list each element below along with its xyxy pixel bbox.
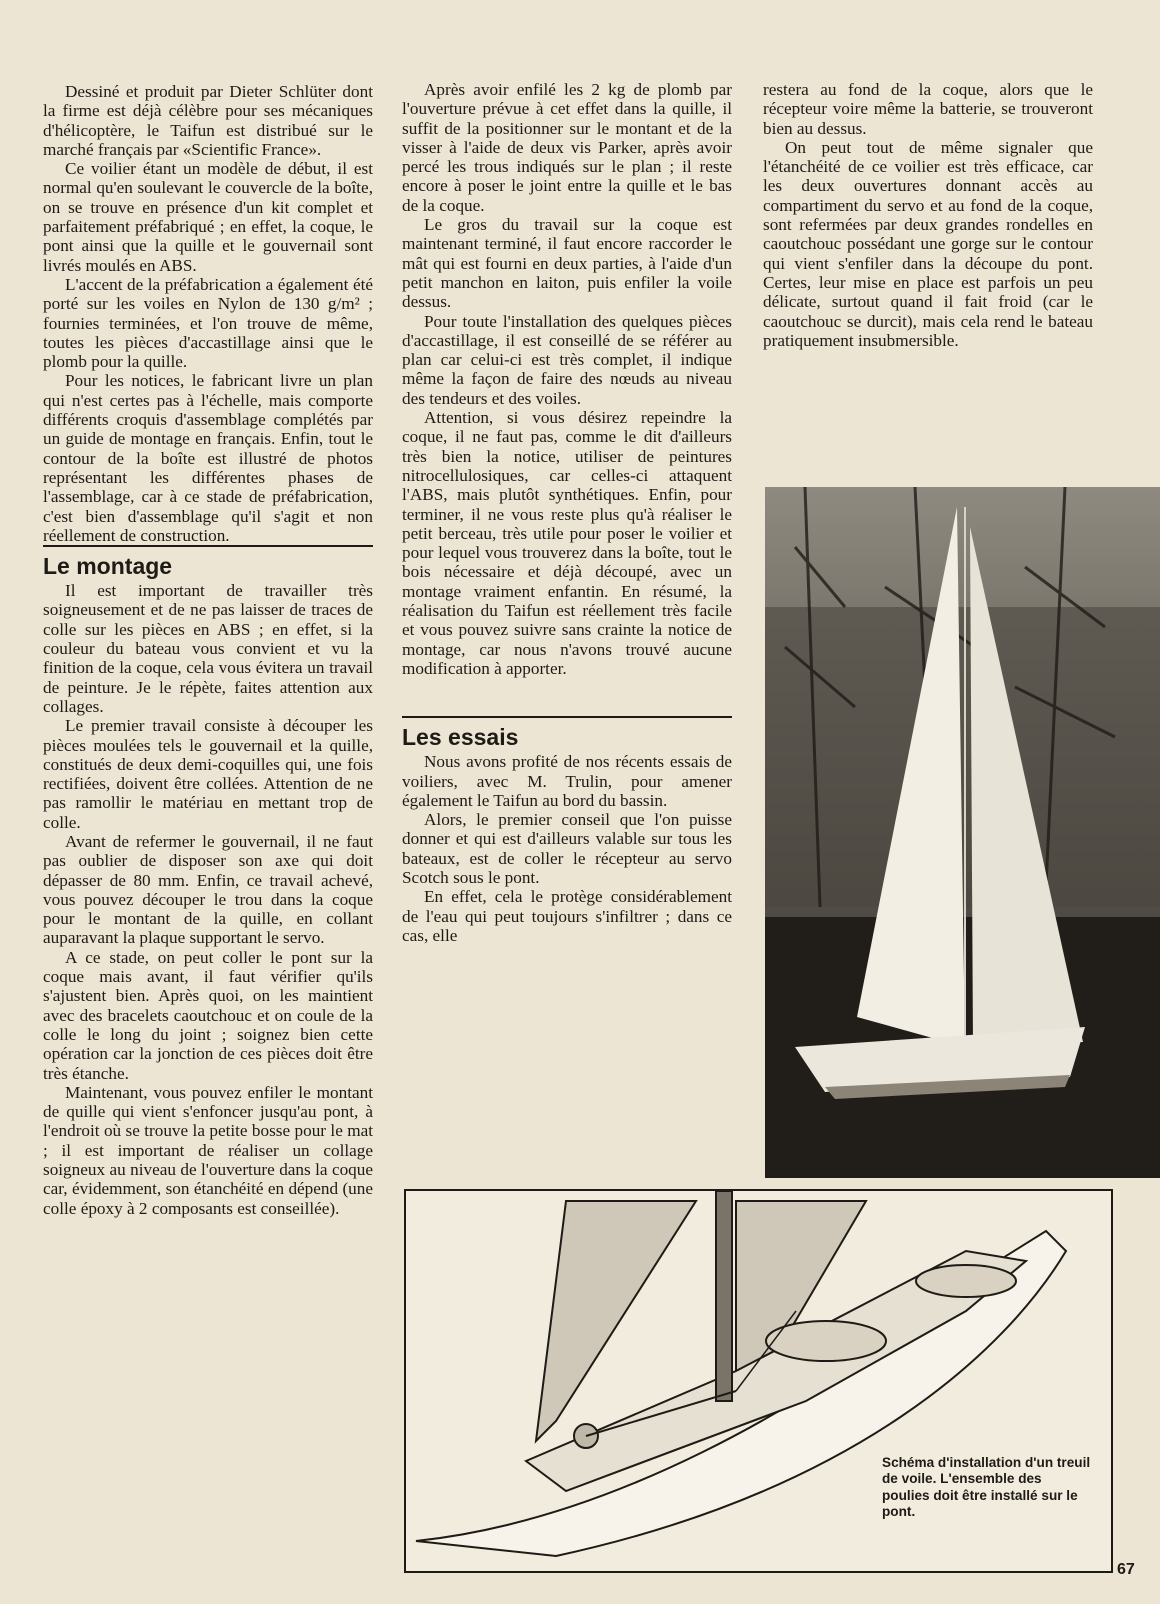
paragraph: Attention, si vous désirez repeindre la coque, il ne faut pas, comme le dit d'ailleurs très bien la notice, utiliser de peintures nitrocellulosiques, car celles-ci attaquent l'ABS, mais plutôt synthétiques. Enfin, pour terminer, il ne vous reste plus qu'à réaliser le petit berceau, très utile pour poser le voilier et pour lequel vous trouverez dans la boîte, tout le bois nécessaire et déjà découpé, avec un montage vraiment enfantin. En résumé, la réalisation du Taifun est réellement très facile et vous pouvez suivre sans crainte la notice de montage, car nous n'avons trouvé aucune modification à apporter. — [402, 408, 732, 678]
sailboat-photo-drawing — [765, 487, 1160, 1178]
winch-installation-diagram — [404, 1189, 1113, 1573]
article-column-1 — [43, 82, 373, 1218]
article-column-2 — [402, 80, 732, 945]
paragraph: On peut tout de même signaler que l'étanchéité de ce voilier est très efficace, car les deux ouvertures donnant accès au compartiment du servo et au fond de la coque, sont refermées par deux grandes rondelles en caoutchouc possédant une gorge sur le contour qui vient s'enfiler dans la découpe du pont. Certes, leur mise en place est parfois un peu délicate, surtout quand il fait froid (car le caoutchouc se durcit), mais cela rend le bateau pratiquement insubmersible. — [763, 137, 1093, 350]
article-column-3 — [763, 80, 1093, 350]
paragraph-continued: restera au fond de la coque, alors que le récepteur voire même la batterie, se trouveront bien au dessus. — [763, 80, 1093, 138]
paragraph: En effet, cela le protège considérablement de l'eau qui peut toujours s'infiltrer ; dans ce cas, elle — [402, 887, 732, 945]
paragraph: Avant de refermer le gouvernail, il ne faut pas oublier de disposer son axe qui doit dépasser de 80 mm. Enfin, ce travail achevé, vous pouvez découper le trou dans la coque pour le montant de la quille, en collant auparavant la plaque supportant le servo. — [43, 831, 373, 948]
paragraph: Pour les notices, le fabricant livre un plan qui n'est certes pas à l'échelle, mais comporte différents croquis d'assemblage complétés par un guide de montage en français. Enfin, tout le contour de la boîte est illustré de photos représentant les différentes phases de l'assemblage, car à ce stade de préfabrication, c'est bien d'assemblage qu'il s'agit et non réellement de construction. — [43, 371, 373, 545]
paragraph: Ce voilier étant un modèle de début, il est normal qu'en soulevant le couvercle de la boîte, on se trouve en présence d'un kit complet et parfaitement préfabriqué ; en effet, la coque, le pont ainsi que la quille et le gouvernail sont livrés moulés en ABS. — [43, 159, 373, 275]
paragraph: Pour toute l'installation des quelques pièces d'accastillage, il est conseillé de se référer au plan car celui-ci est très complet, il indique même la façon de faire des nœuds au niveau des tendeurs et des voiles. — [402, 311, 732, 408]
paragraph: Après avoir enfilé les 2 kg de plomb par l'ouverture prévue à cet effet dans la quille, il suffit de la positionner sur le montant et de la visser à l'aide de deux vis Parker, après avoir percé les trous indiqués sur le plan ; il reste encore à poser le joint entre la quille et le bas de la coque. — [402, 80, 732, 215]
paragraph: Alors, le premier conseil que l'on puisse donner et qui est d'ailleurs valable sur tous les bateaux, est de coller le récepteur au servo Scotch sous le pont. — [402, 810, 732, 887]
paragraph: Nous avons profité de nos récents essais de voiliers, avec M. Trulin, pour amener également le Taifun au bord du bassin. — [402, 752, 732, 810]
diagram-caption: Schéma d'installation d'un treuil de voile. L'ensemble des poulies doit être installé sur le pont. — [882, 1455, 1091, 1520]
sailboat-photo — [765, 487, 1160, 1178]
paragraph: Il est important de travailler très soigneusement et de ne pas laisser de traces de colle sur les pièces en ABS ; en effet, si la couleur du bateau vous convient et vu la finition de la coque, cela vous évitera un travail de peinture. Je le répète, faites attention aux collages. — [43, 581, 373, 716]
page-number: 67 — [1117, 1561, 1135, 1578]
paragraph: Le gros du travail sur la coque est maintenant terminé, il faut encore raccorder le mât qui est fourni en deux parties, à l'aide d'un petit manchon en laiton, puis enfiler la voile dessus. — [402, 215, 732, 312]
paragraph: Dessiné et produit par Dieter Schlüter dont la firme est déjà célèbre pour ses mécaniques d'hélicoptère, le Taifun est distribué sur le marché français par «Scientific France». — [43, 82, 373, 159]
paragraph: L'accent de la préfabrication a également été porté sur les voiles en Nylon de 130 g/m² ; fournies terminées, et l'on trouve de même, toutes les pièces d'accastillage ainsi que le plomb pour la quille. — [43, 274, 373, 372]
paragraph: Le premier travail consiste à découper les pièces moulées tels le gouvernail et la quille, constitués de deux demi-coquilles qui, une fois rectifiées, doivent être collées. Attention de ne pas ramollir le matériau en mettant trop de colle. — [43, 716, 373, 832]
section-heading-montage: Le montage — [43, 545, 373, 581]
section-heading-essais: Les essais — [402, 716, 732, 752]
paragraph: A ce stade, on peut coller le pont sur la coque mais avant, il faut vérifier qu'ils s'ajustent bien. Après quoi, on les maintient avec des bracelets caoutchouc et on coule de la colle le long du joint ; soignez bien cette opération car la jonction de ces pièces doit être très étanche. — [43, 947, 373, 1083]
paragraph: Maintenant, vous pouvez enfiler le montant de quille qui vient s'enfoncer jusqu'au pont, à l'endroit où se trouve la petite bosse pour le mat ; il est important de réaliser un collage soigneux au niveau de l'ouverture dans la coque car, évidemment, son étanchéité en dépend (une colle époxy à 2 composants est conseillée). — [43, 1082, 373, 1218]
